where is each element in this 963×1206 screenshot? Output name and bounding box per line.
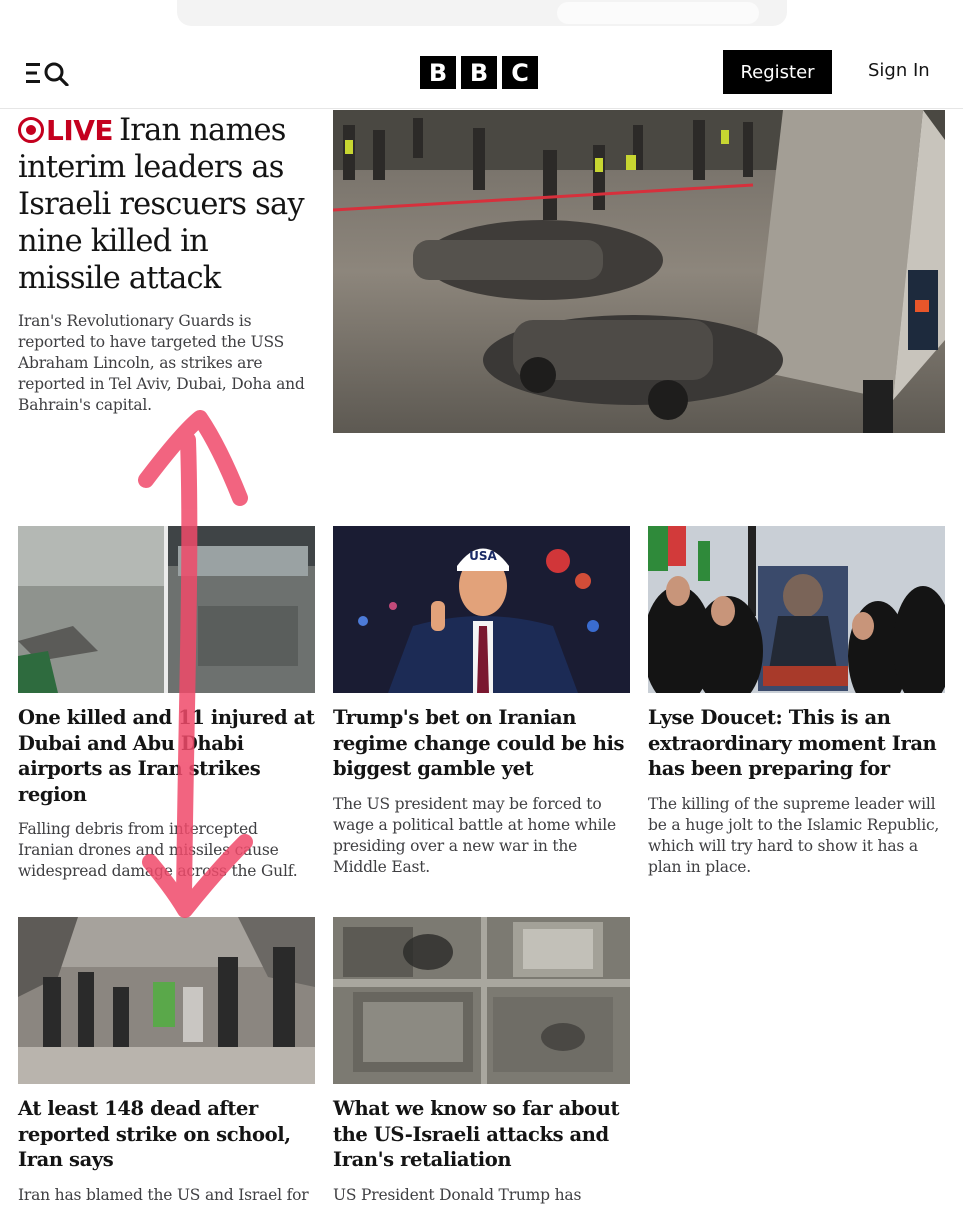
logo-letter-b1: B [420, 56, 456, 89]
card-headline[interactable]: At least 148 dead after reported strike on school, Iran says [18, 1097, 291, 1171]
live-badge: LIVE [46, 114, 114, 147]
story-card-school[interactable] [18, 917, 315, 1206]
card-summary: The US president may be forced to wage a political battle at home while presiding over a new war in the Middle East. [333, 794, 616, 876]
lead-story[interactable] [18, 112, 318, 416]
live-icon [18, 117, 44, 143]
card-headline[interactable]: What we know so far about the US-Israeli attacks and Iran's retaliation [333, 1097, 620, 1171]
card-image-airports[interactable] [18, 526, 315, 693]
card-summary: US President Donald Trump has [333, 1185, 582, 1204]
card-image-satellite[interactable] [333, 917, 630, 1084]
bbc-logo[interactable] [420, 56, 538, 89]
story-card-trump[interactable] [333, 526, 630, 878]
card-summary: The killing of the supreme leader will be a huge jolt to the Islamic Republic, which will try hard to show it has a plan in place. [648, 794, 940, 876]
story-card-doucet[interactable] [648, 526, 945, 878]
lead-headline-text: Iran names interim leaders as Israeli rescuers say nine killed in missile attack [18, 113, 304, 296]
logo-letter-c: C [502, 56, 538, 89]
card-image-school[interactable] [18, 917, 315, 1084]
logo-letter-b2: B [461, 56, 497, 89]
card-image-trump[interactable] [333, 526, 630, 693]
site-header [0, 40, 963, 109]
card-summary: Falling debris from intercepted Iranian drones and missiles cause widespread damage across the Gulf. [18, 820, 298, 880]
story-card-airports[interactable] [18, 526, 315, 882]
browser-address-bar[interactable] [177, 0, 787, 26]
lead-image[interactable] [333, 110, 945, 433]
address-pill[interactable] [557, 2, 759, 24]
story-card-attacks[interactable] [333, 917, 630, 1206]
signin-link[interactable]: Sign In [868, 60, 930, 81]
menu-search-icon[interactable] [24, 60, 72, 86]
card-summary: Iran has blamed the US and Israel for [18, 1185, 309, 1204]
card-image-doucet[interactable] [648, 526, 945, 693]
card-headline[interactable]: One killed and 11 injured at Dubai and Abu Dhabi airports as Iran strikes region [18, 706, 315, 806]
lead-summary: Iran's Revolutionary Guards is reported to have targeted the USS Abraham Lincoln, as strikes are reported in Tel Aviv, Dubai, Doha and Bahrain's capital. [18, 312, 305, 414]
register-button[interactable]: Register [723, 50, 832, 94]
card-headline[interactable]: Lyse Doucet: This is an extraordinary moment Iran has been preparing for [648, 706, 937, 780]
cap-text: USA [469, 549, 497, 563]
lead-headline[interactable] [18, 112, 318, 297]
card-headline[interactable]: Trump's bet on Iranian regime change could be his biggest gamble yet [333, 706, 625, 780]
